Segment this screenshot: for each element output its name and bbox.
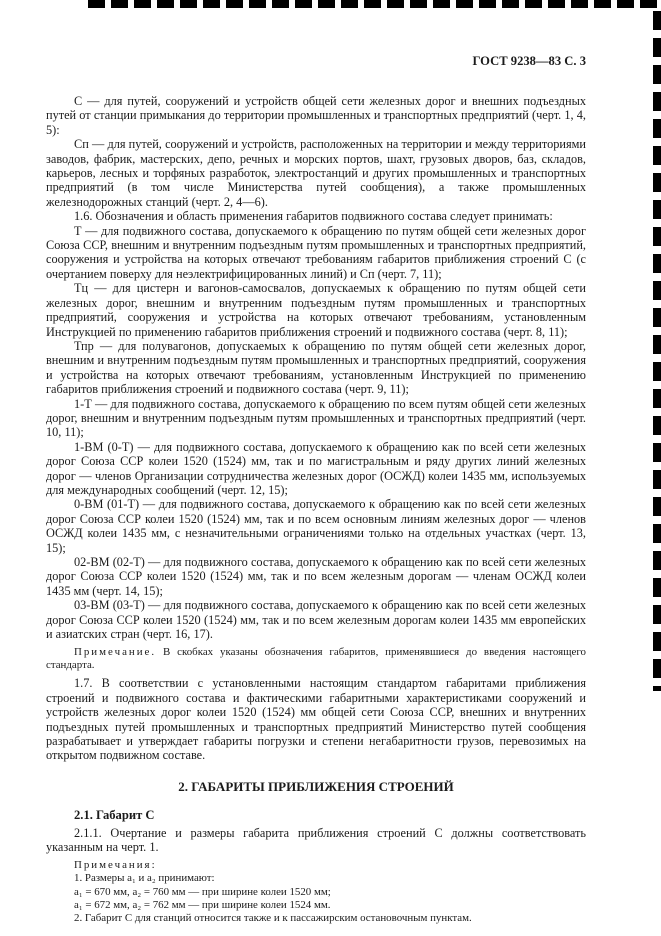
note-item-1520: a₁ = 670 мм, a₂ = 760 мм — при ширине колеи 1520 мм; [74,885,331,898]
para-clause-1-6: 1.6. Обозначения и область применения габаритов подвижного состава следует принимать: [74,209,553,224]
para-gabarit-s: С — для путей, сооружений и устройств общей сети железных дорог и внешних подъездных путей от станции примыкания до территории промышленных и транспортных предприятий (черт. 1, 4, 5): [46,94,586,137]
para-gabarit-02vm: 02-ВМ (02-Т) — для подвижного состава, допускаемого к обращению как по всей сети железных дорог Союза ССР колеи 1520 (1524) мм, так и по всем железным дорогам — членам ОСЖД колеи 1435 мм (черт. 14, 15); [46,555,586,598]
notes-label: Примечания: [74,858,157,871]
para-gabarit-1t: 1-Т — для подвижного состава, допускаемого к обращению по всем путям общей сети железных дорог, внешним и внутренним подъездным путям промышленных и транспортных предприятий (черт. 10, 11); [46,396,586,440]
note-item-sizes: 1. Размеры a₁ и a₂ принимают: [74,872,215,885]
subsection-heading-2-1: 2.1. Габарит С [74,807,155,822]
para-gabarit-1vm: 1-ВМ (0-Т) — для подвижного состава, допускаемого к обращению как по всей сети железных дорог Союза ССР колеи 1520 (1524) мм, так и по магистральным и ряду других линий железных дорог — членов Организации сотрудничества железных дорог (ОСЖД) колеи 1435 мм, используемых для международных сообщений (черт. 12, 15); [46,439,586,497]
para-gabarit-t: Т — для подвижного состава, допускаемого к обращению по путям общей сети железных дорог Союза ССР, внешним и внутренним подъездным путям промышленных и транспортных предприятий, сооружения и устройства на которых отвечают требованиям габаритов приближения строений С (с очертанием поверху для неэлектрифицированных линий) и Сп (черт. 7, 11); [46,223,586,281]
note-text: В скобках указаны обозначения габаритов, применявшиеся до введения настоящего стандарта. [46,646,586,672]
para-clause-2-1-1: 2.1.1. Очертание и размеры габарита приближения строений С должны соответствовать указанным на черт. 1. [46,825,586,855]
note-parentheses [46,646,586,672]
scan-edge-marks-right [653,11,661,691]
para-gabarit-sp: Сп — для путей, сооружений и устройств, расположенных на территории и между территориями заводов, фабрик, мастерских, депо, речных и морских портов, шахт, грузовых дворов, баз, складов, карьеров, лесных и торфяных разработок, электростанций и других промышленных и транспортных предприятий (в том числе Министерства путей сообщения), а также промышленных железнодорожных станций (черт. 2, 4—6). [46,137,586,209]
note-item-1524: a₁ = 672 мм, a₂ = 762 мм — при ширине колеи 1524 мм. [74,898,331,911]
section-heading-2: 2. ГАБАРИТЫ ПРИБЛИЖЕНИЯ СТРОЕНИЙ [178,778,454,794]
note-item-stations: 2. Габарит С для станций относится также и к пассажирским остановочным пунктам. [74,912,472,925]
para-clause-1-7: 1.7. В соответствии с установленными настоящим стандартом габаритами приближения строений и подвижного состава и фактическими габаритными характеристиками сооружений и устройств железных дорог колеи 1520 (1524) мм общей сети Союза ССР, внешних и внутренних подъездных путей промышленных и транспортных предприятий Министерство путей сообщения разрабатывает и утверждает габариты погрузки и степени негабаритности грузов, перевозимых на открытом подвижном составе. [46,676,586,763]
page-header-doc-number: ГОСТ 9238—83 С. 3 [472,54,586,68]
notes-block [46,859,586,926]
note-label: Примечание. [74,646,157,659]
scan-edge-marks-top [88,0,661,8]
para-gabarit-tpr: Тпр — для полувагонов, допускаемых к обращению по путям общей сети железных дорог, внешним и внутренним подъездным путям промышленных и транспортных предприятий, сооружения и устройства на которых отвечают требованиям, установленным Инструкцией по применению габаритов приближения строений и подвижного состава (черт. 9, 11); [46,338,586,397]
para-gabarit-0vm: 0-ВМ (01-Т) — для подвижного состава, допускаемого к обращению как по всей сети железных дорог Союза ССР колеи 1520 (1524) мм, так и по всем основным линиям железных дорог — членов ОСЖД колеи 1435 мм, с незначительными ограничениями только на отдельных участках (черт. 13, 15); [46,497,586,555]
para-gabarit-03vm: 03-ВМ (03-Т) — для подвижного состава, допускаемого к обращению как по всей сети железных дорог Союза ССР колеи 1520 (1524) мм, так и по всем железным дорогам колеи 1435 мм европейских и азиатских стран (черт. 16, 17). [46,598,586,642]
para-gabarit-tc: Тц — для цистерн и вагонов-самосвалов, допускаемых к обращению по путям общей сети железных дорог, внешним и внутренним подъездным путям промышленных и транспортных предприятий, сооружения и устройства на которых отвечают требованиям, установленным Инструкцией по применению габаритов приближения строений и подвижного состава (черт. 8, 11); [46,281,586,339]
page-content [46,54,586,926]
